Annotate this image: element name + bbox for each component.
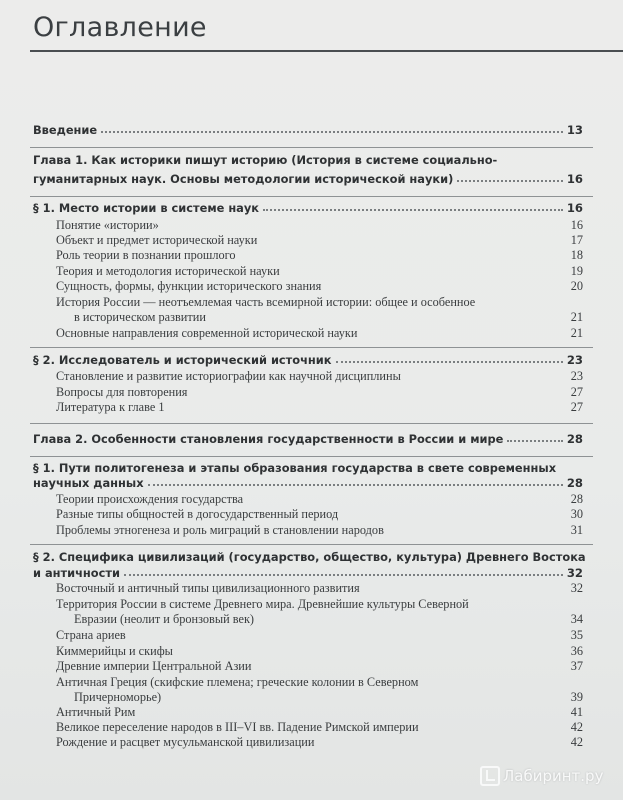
entry-page: 13 (566, 123, 583, 137)
leader-dots (101, 131, 563, 133)
toc-item[interactable]: Рождение и расцвет мусульманской цивилизации 42 (56, 735, 583, 749)
toc-item[interactable]: Причерноморье) 39 (74, 690, 583, 704)
toc-item-line1[interactable]: Территория России в системе Древнего мира. Древнейшие культуры Северной (56, 597, 469, 611)
toc-section-2-2-line1[interactable]: § 2. Специфика цивилизаций (государство, общество, культура) Древнего Востока (33, 550, 586, 564)
section-divider (30, 147, 593, 148)
entry-label: и античности (33, 566, 120, 580)
toc-section-2-1-line1[interactable]: § 1. Пути политогенеза и этапы образования государства в свете современных (33, 461, 557, 475)
toc-section-1-1[interactable] (33, 201, 583, 215)
entry-label: гуманитарных наук. Основы методологии исторической науки) (33, 172, 454, 186)
toc-item[interactable]: Становление и развитие историографии как научной дисциплины 23 (56, 369, 583, 383)
leader-dots (336, 361, 563, 363)
toc-item[interactable]: Теории происхождения государства 28 (56, 492, 583, 506)
leader-dots (124, 574, 563, 576)
toc-chapter-1-line1[interactable]: Глава 1. Как историки пишут историю (История в системе социально- (33, 153, 498, 167)
toc-item[interactable]: Проблемы этногенеза и роль миграций в становлении народов 31 (56, 523, 583, 537)
toc-item[interactable]: Разные типы общностей в догосударственный период 30 (56, 507, 583, 521)
toc-item-line1[interactable]: История России — неотъемлемая часть всемирной истории: общее и особенное (56, 295, 476, 309)
toc-item[interactable]: Киммерийцы и скифы 36 (56, 644, 583, 658)
entry-page: 32 (566, 566, 583, 580)
toc-item[interactable]: Литература к главе 1 27 (56, 400, 583, 414)
toc-item[interactable]: Страна ариев 35 (56, 628, 583, 642)
entry-label: Глава 2. Особенности становления государственности в России и мире (33, 432, 504, 446)
leader-dots (457, 180, 563, 182)
toc-section-2-1[interactable] (33, 476, 583, 490)
entry-page: 16 (566, 172, 583, 186)
leader-dots (263, 209, 563, 211)
entry-label: научных данных (33, 476, 144, 490)
watermark-text: Лабиринт.ру (503, 767, 604, 785)
title-underline (30, 50, 623, 52)
toc-item[interactable]: Сущность, формы, функции исторического знания 20 (56, 279, 583, 293)
section-divider (30, 196, 593, 197)
page-title: Оглавление (33, 12, 207, 43)
entry-page: 23 (566, 353, 583, 367)
section-divider (30, 456, 593, 457)
toc-item[interactable]: Основные направления современной исторической науки 21 (56, 326, 583, 340)
toc-section-1-2[interactable] (33, 353, 583, 367)
toc-item[interactable]: Древние империи Центральной Азии 37 (56, 659, 583, 673)
entry-page: 28 (566, 432, 583, 446)
labirint-logo-icon (480, 766, 500, 786)
section-divider (30, 347, 593, 348)
entry-label: § 2. Исследователь и исторический источник (33, 353, 332, 367)
section-divider (30, 544, 593, 545)
toc-item[interactable]: в историческом развитии 21 (74, 310, 583, 324)
toc-item[interactable]: Античный Рим 41 (56, 705, 583, 719)
toc-entry-intro[interactable] (33, 123, 583, 137)
entry-label: Введение (33, 123, 98, 137)
toc-chapter-2[interactable] (33, 432, 583, 446)
toc-item[interactable]: Роль теории в познании прошлого 18 (56, 248, 583, 262)
labirint-watermark (480, 766, 603, 786)
toc-item[interactable]: Вопросы для повторения 27 (56, 385, 583, 399)
section-divider (30, 423, 593, 424)
entry-page: 28 (566, 476, 583, 490)
leader-dots (148, 484, 563, 486)
entry-label: § 1. Место истории в системе наук (33, 201, 260, 215)
toc-section-2-2[interactable] (33, 566, 583, 580)
toc-chapter-1[interactable] (33, 172, 583, 186)
toc-item[interactable]: Понятие «истории» 16 (56, 218, 583, 232)
toc-item-line1[interactable]: Античная Греция (скифские племена; греческие колонии в Северном (56, 675, 419, 689)
leader-dots (507, 440, 563, 442)
entry-page: 16 (566, 201, 583, 215)
toc-item[interactable]: Восточный и античный типы цивилизационного развития 32 (56, 581, 583, 595)
toc-item[interactable]: Теория и методология исторической науки 19 (56, 264, 583, 278)
toc-item[interactable]: Объект и предмет исторической науки 17 (56, 233, 583, 247)
toc-item[interactable]: Великое переселение народов в III–VI вв. Падение Римской империи 42 (56, 720, 583, 734)
toc-item[interactable]: Евразии (неолит и бронзовый век) 34 (74, 612, 583, 626)
